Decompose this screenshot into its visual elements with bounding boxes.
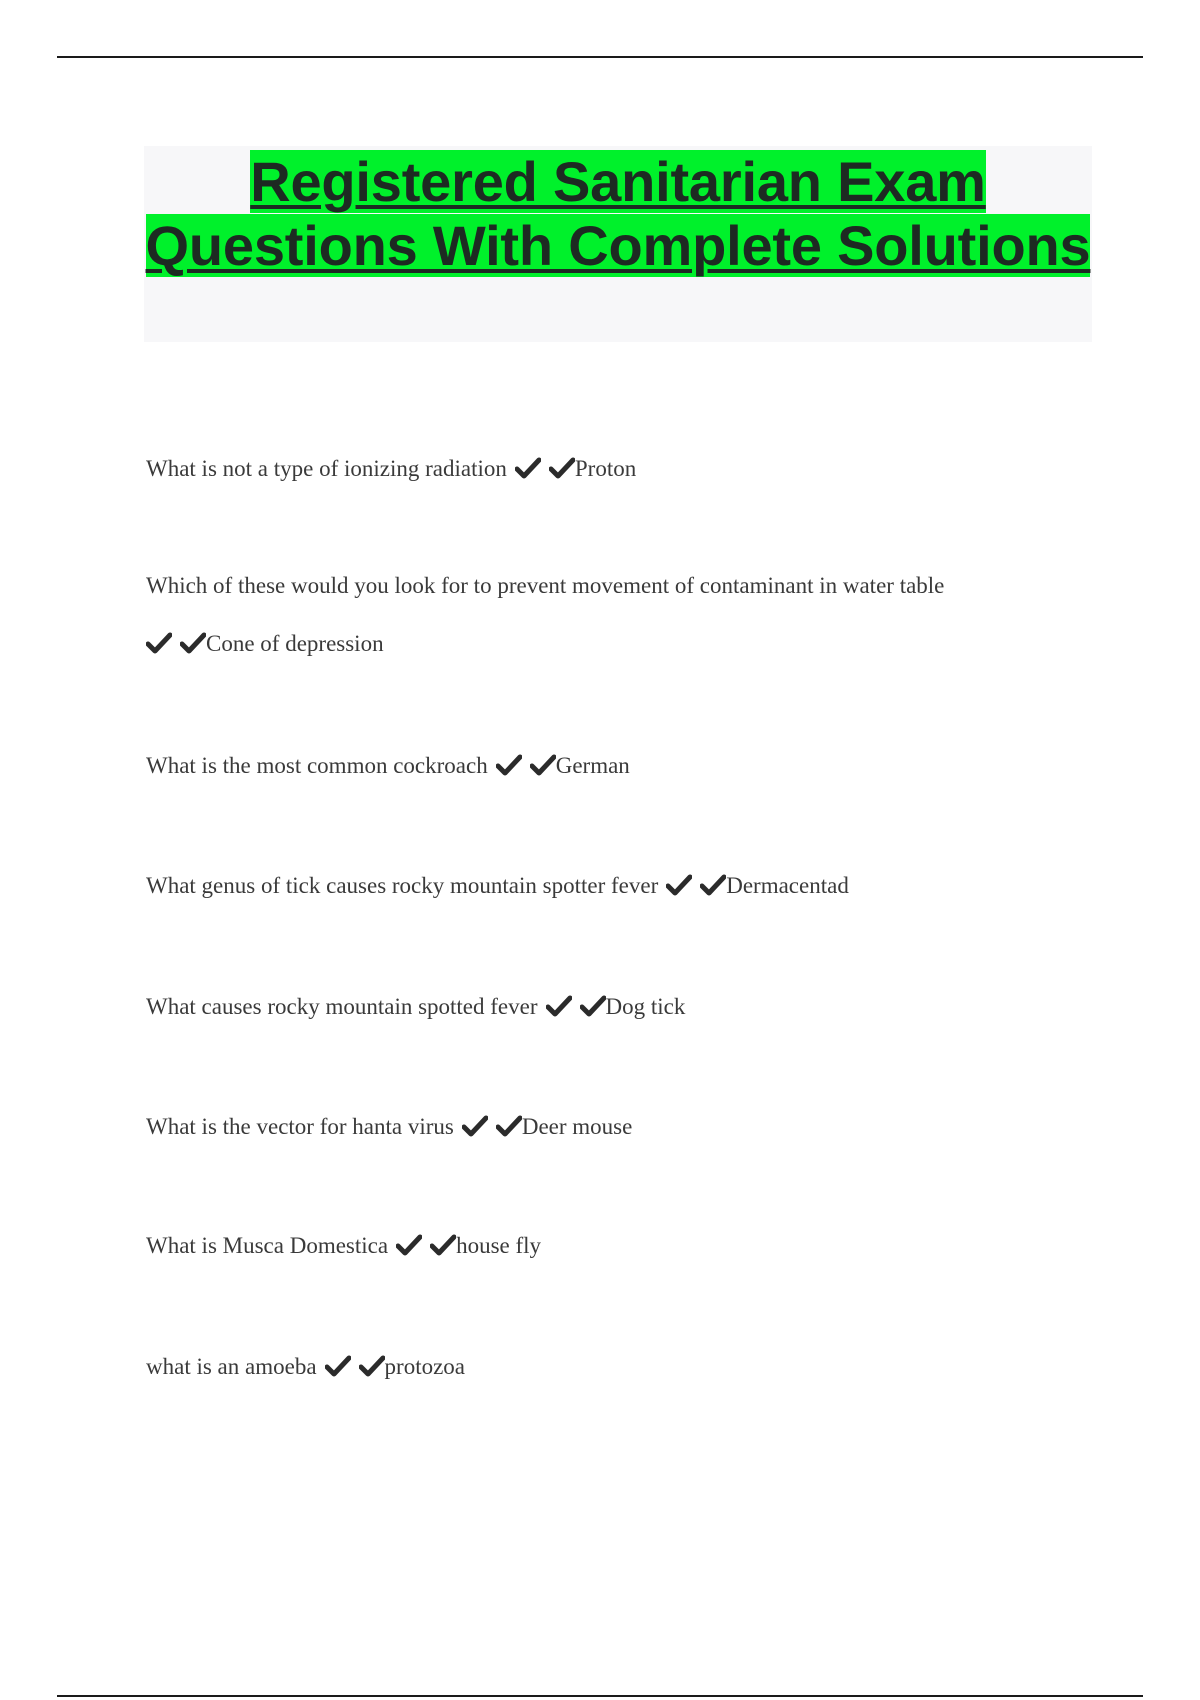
- title-box: [144, 146, 1092, 342]
- question-text: Which of these would you look for to prevent movement of contaminant in water table: [146, 573, 945, 598]
- check-icon: [146, 631, 172, 655]
- check-icon: [430, 1233, 456, 1257]
- check-icon: [180, 631, 206, 655]
- check-icon: [666, 873, 692, 897]
- answer-text: Dog tick: [605, 994, 686, 1019]
- qa-item-2: [146, 557, 1086, 673]
- check-icon: [496, 753, 522, 777]
- check-icon: [530, 753, 556, 777]
- question-text: What is the most common cockroach: [146, 753, 488, 778]
- check-icon: [462, 1114, 488, 1138]
- check-icon: [359, 1354, 385, 1378]
- answer-text: house fly: [456, 1233, 542, 1258]
- question-text: What genus of tick causes rocky mountain spotter fever: [146, 873, 659, 898]
- question-text: What is the vector for hanta virus: [146, 1114, 454, 1139]
- check-icon: [546, 994, 572, 1018]
- qa-item-4: [146, 857, 1046, 915]
- qa-item-8: [146, 1338, 1046, 1396]
- check-icon: [549, 456, 575, 480]
- check-icon: [700, 873, 726, 897]
- document-title: [144, 146, 1092, 278]
- answer-text: German: [555, 753, 630, 778]
- title-highlight: Registered Sanitarian Exam Questions With Complete Solutions: [145, 150, 1091, 277]
- check-icon: [325, 1354, 351, 1378]
- answer-text: Proton: [574, 456, 637, 481]
- check-icon: [515, 456, 541, 480]
- qa-item-7: [146, 1217, 1046, 1275]
- answer-text: Deer mouse: [521, 1114, 633, 1139]
- question-text: What is Musca Domestica: [146, 1233, 389, 1258]
- top-rule: [57, 56, 1143, 58]
- qa-item-5: [146, 978, 1046, 1036]
- answer-text: Cone of depression: [206, 631, 384, 656]
- bottom-rule: [57, 1695, 1143, 1697]
- question-text: What is not a type of ionizing radiation: [146, 456, 507, 481]
- check-icon: [496, 1114, 522, 1138]
- question-text: What causes rocky mountain spotted fever: [146, 994, 538, 1019]
- answer-text: protozoa: [384, 1354, 465, 1379]
- qa-item-6: [146, 1098, 1046, 1156]
- qa-item-3: [146, 737, 1046, 795]
- answer-text: Dermacentad: [726, 873, 849, 898]
- check-icon: [396, 1233, 422, 1257]
- question-text: what is an amoeba: [146, 1354, 317, 1379]
- qa-item-1: [146, 440, 1046, 498]
- check-icon: [580, 994, 606, 1018]
